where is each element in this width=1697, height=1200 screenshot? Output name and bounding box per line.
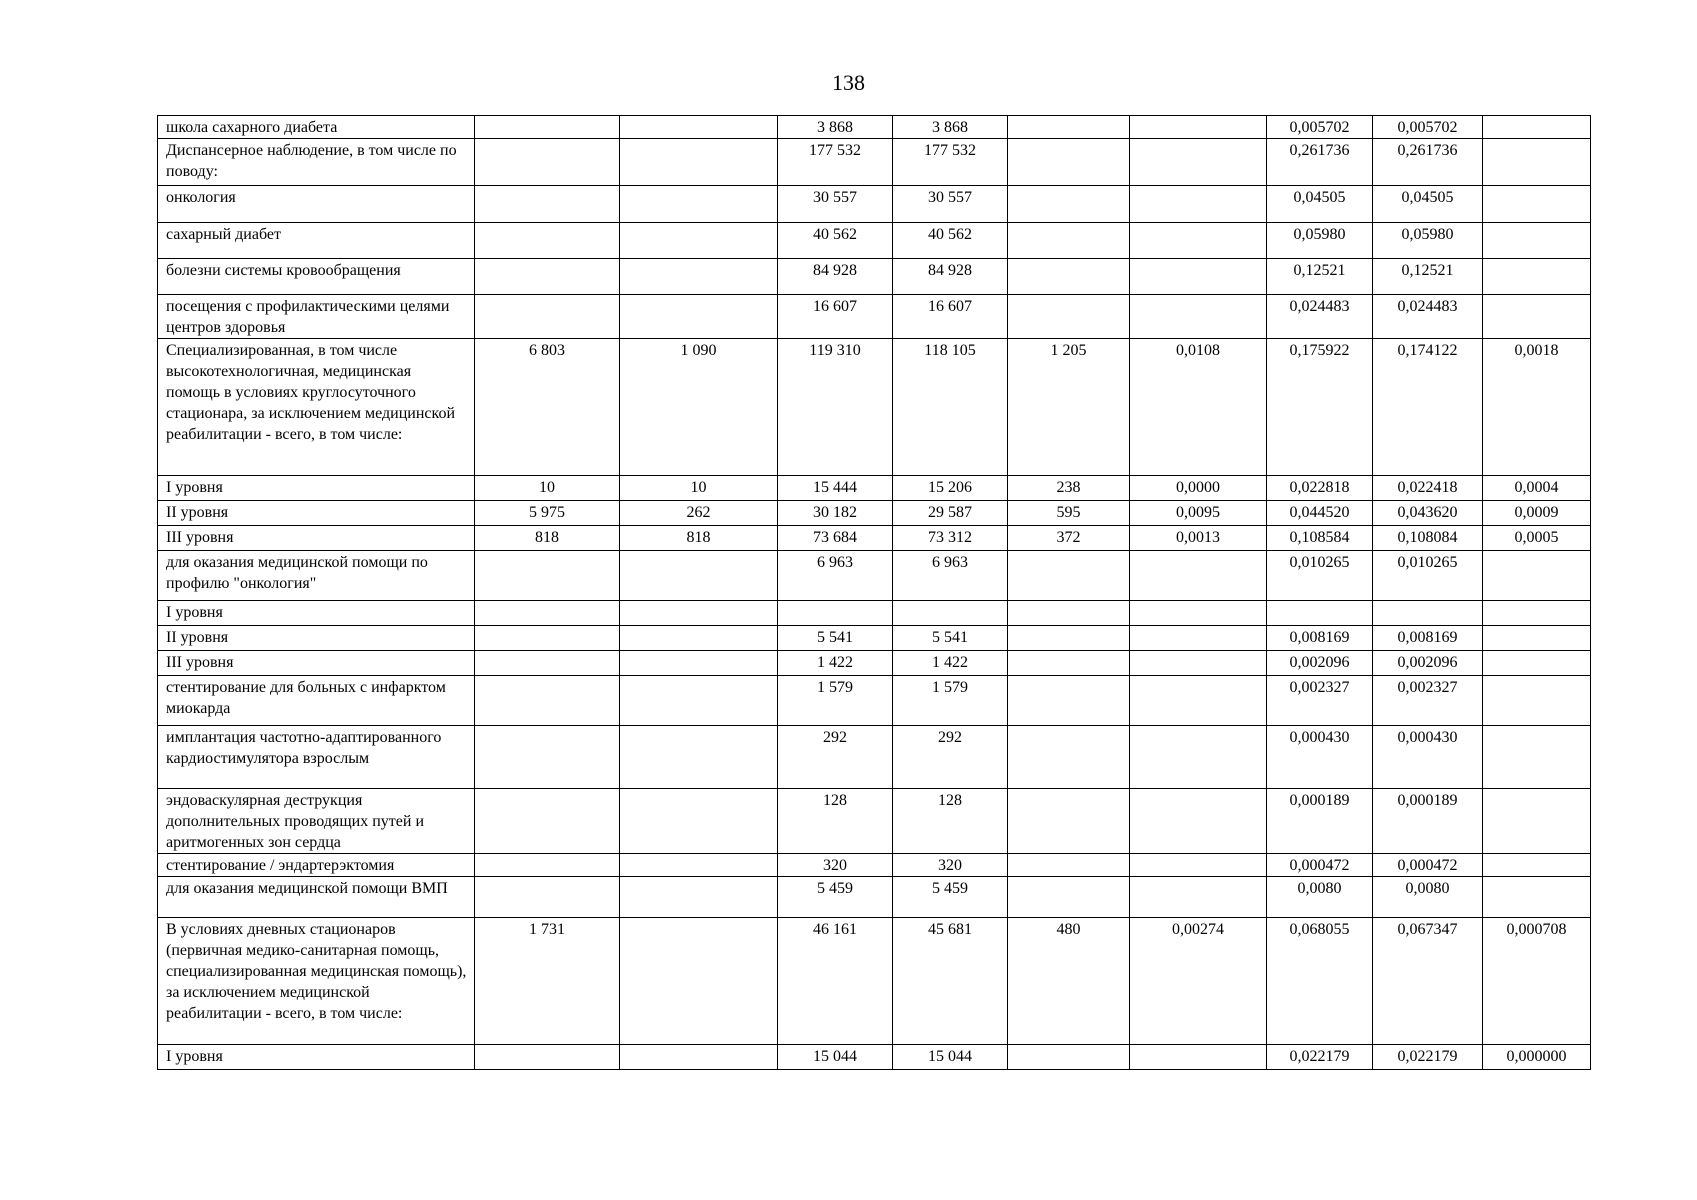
- value-cell: 15 444: [778, 476, 893, 501]
- value-cell: 0,022179: [1373, 1045, 1483, 1070]
- value-cell: [1008, 551, 1130, 601]
- value-cell: 30 557: [778, 186, 893, 223]
- value-cell: [620, 726, 778, 789]
- value-cell: [1008, 295, 1130, 339]
- value-cell: 10: [475, 476, 620, 501]
- value-cell: 0,0080: [1267, 877, 1373, 918]
- value-cell: [1130, 186, 1267, 223]
- value-cell: [1008, 877, 1130, 918]
- value-cell: 292: [893, 726, 1008, 789]
- value-cell: [475, 626, 620, 651]
- value-cell: 0,261736: [1373, 139, 1483, 186]
- value-cell: 30 182: [778, 501, 893, 526]
- value-cell: 15 044: [893, 1045, 1008, 1070]
- value-cell: [1483, 651, 1591, 676]
- value-cell: [1008, 116, 1130, 139]
- value-cell: [475, 651, 620, 676]
- row-label-cell: I уровня: [158, 476, 475, 501]
- value-cell: [1008, 223, 1130, 259]
- row-label-cell: I уровня: [158, 601, 475, 626]
- value-cell: [620, 626, 778, 651]
- value-cell: 3 868: [778, 116, 893, 139]
- value-cell: 10: [620, 476, 778, 501]
- value-cell: 1 090: [620, 339, 778, 476]
- value-cell: 0,0080: [1373, 877, 1483, 918]
- page-number: 138: [832, 70, 865, 95]
- row-label-cell: эндоваскулярная деструкция дополнительных проводящих путей и аритмогенных зон сердца: [158, 789, 475, 854]
- value-cell: 0,022179: [1267, 1045, 1373, 1070]
- value-cell: 0,022418: [1373, 476, 1483, 501]
- value-cell: 0,068055: [1267, 918, 1373, 1045]
- value-cell: 0,05980: [1267, 223, 1373, 259]
- table-row: [158, 601, 1591, 626]
- value-cell: 0,008169: [1373, 626, 1483, 651]
- value-cell: [475, 877, 620, 918]
- value-cell: [475, 295, 620, 339]
- value-cell: [1483, 295, 1591, 339]
- value-cell: 16 607: [893, 295, 1008, 339]
- value-cell: [1483, 854, 1591, 877]
- row-label-cell: стентирование / эндартерэктомия: [158, 854, 475, 877]
- value-cell: [1483, 877, 1591, 918]
- value-cell: [620, 551, 778, 601]
- value-cell: 5 541: [778, 626, 893, 651]
- value-cell: 0,12521: [1267, 259, 1373, 295]
- table-row: [158, 116, 1591, 139]
- row-label-cell: Специализированная, в том числе высокотехнологичная, медицинская помощь в условиях круглосуточного стационара, за исключением медицинской реабилитации - всего, в том числе:: [158, 339, 475, 476]
- value-cell: [620, 601, 778, 626]
- value-cell: 0,000472: [1373, 854, 1483, 877]
- value-cell: 119 310: [778, 339, 893, 476]
- row-label-cell: В условиях дневных стационаров (первичная медико-санитарная помощь, специализированная медицинская помощь), за исключением медицинской реабилитации - всего, в том числе:: [158, 918, 475, 1045]
- row-label-cell: посещения с профилактическими целями центров здоровья: [158, 295, 475, 339]
- value-cell: [1008, 139, 1130, 186]
- value-cell: 15 206: [893, 476, 1008, 501]
- value-cell: 6 803: [475, 339, 620, 476]
- value-cell: 128: [893, 789, 1008, 854]
- value-cell: 84 928: [893, 259, 1008, 295]
- value-cell: 118 105: [893, 339, 1008, 476]
- value-cell: 128: [778, 789, 893, 854]
- value-cell: 0,04505: [1267, 186, 1373, 223]
- value-cell: [1008, 651, 1130, 676]
- value-cell: [475, 186, 620, 223]
- value-cell: 0,043620: [1373, 501, 1483, 526]
- value-cell: 262: [620, 501, 778, 526]
- value-cell: [1008, 626, 1130, 651]
- row-label-cell: стентирование для больных с инфарктом миокарда: [158, 676, 475, 726]
- value-cell: 0,000189: [1373, 789, 1483, 854]
- value-cell: [1130, 139, 1267, 186]
- value-cell: 0,108084: [1373, 526, 1483, 551]
- table-row: [158, 1045, 1591, 1070]
- row-label-cell: имплантация частотно-адаптированного кардиостимулятора взрослым: [158, 726, 475, 789]
- value-cell: 0,008169: [1267, 626, 1373, 651]
- value-cell: 177 532: [778, 139, 893, 186]
- value-cell: [893, 601, 1008, 626]
- value-cell: [1483, 139, 1591, 186]
- value-cell: [1130, 854, 1267, 877]
- value-cell: 73 312: [893, 526, 1008, 551]
- value-cell: 5 459: [893, 877, 1008, 918]
- value-cell: [620, 139, 778, 186]
- value-cell: 40 562: [893, 223, 1008, 259]
- value-cell: 0,04505: [1373, 186, 1483, 223]
- value-cell: 0,005702: [1373, 116, 1483, 139]
- value-cell: 0,000708: [1483, 918, 1591, 1045]
- value-cell: 0,0095: [1130, 501, 1267, 526]
- value-cell: [1130, 1045, 1267, 1070]
- value-cell: [1130, 726, 1267, 789]
- value-cell: [1008, 259, 1130, 295]
- row-label-cell: I уровня: [158, 1045, 475, 1070]
- row-label-cell: III уровня: [158, 526, 475, 551]
- value-cell: 0,0005: [1483, 526, 1591, 551]
- value-cell: 818: [620, 526, 778, 551]
- value-cell: 0,002327: [1267, 676, 1373, 726]
- value-cell: [1373, 601, 1483, 626]
- value-cell: [620, 854, 778, 877]
- value-cell: [1130, 789, 1267, 854]
- value-cell: [475, 116, 620, 139]
- value-cell: [475, 854, 620, 877]
- table-body: [158, 116, 1591, 1070]
- value-cell: 6 963: [778, 551, 893, 601]
- value-cell: [475, 259, 620, 295]
- value-cell: 15 044: [778, 1045, 893, 1070]
- table-row: [158, 854, 1591, 877]
- table-row: [158, 295, 1591, 339]
- value-cell: 0,002327: [1373, 676, 1483, 726]
- value-cell: [1483, 551, 1591, 601]
- value-cell: [1008, 186, 1130, 223]
- value-cell: [1483, 789, 1591, 854]
- value-cell: [1483, 259, 1591, 295]
- table-row: [158, 139, 1591, 186]
- row-label-cell: для оказания медицинской помощи ВМП: [158, 877, 475, 918]
- value-cell: [1130, 877, 1267, 918]
- value-cell: 0,022818: [1267, 476, 1373, 501]
- value-cell: [1130, 601, 1267, 626]
- value-cell: [1483, 726, 1591, 789]
- value-cell: 29 587: [893, 501, 1008, 526]
- value-cell: [1008, 676, 1130, 726]
- value-cell: [1008, 789, 1130, 854]
- row-label-cell: III уровня: [158, 651, 475, 676]
- value-cell: 6 963: [893, 551, 1008, 601]
- table-row: [158, 223, 1591, 259]
- value-cell: 1 205: [1008, 339, 1130, 476]
- value-cell: [620, 259, 778, 295]
- value-cell: [620, 186, 778, 223]
- value-cell: 0,010265: [1373, 551, 1483, 601]
- row-label-cell: для оказания медицинской помощи по профилю "онкология": [158, 551, 475, 601]
- value-cell: 595: [1008, 501, 1130, 526]
- value-cell: 1 579: [893, 676, 1008, 726]
- table-row: [158, 186, 1591, 223]
- value-cell: 40 562: [778, 223, 893, 259]
- table-row: [158, 877, 1591, 918]
- value-cell: 73 684: [778, 526, 893, 551]
- value-cell: 0,000189: [1267, 789, 1373, 854]
- value-cell: [1130, 259, 1267, 295]
- row-label-cell: Диспансерное наблюдение, в том числе по поводу:: [158, 139, 475, 186]
- value-cell: [1483, 116, 1591, 139]
- value-cell: 0,067347: [1373, 918, 1483, 1045]
- table-row: [158, 676, 1591, 726]
- value-cell: [1008, 1045, 1130, 1070]
- value-cell: [1130, 651, 1267, 676]
- value-cell: 5 459: [778, 877, 893, 918]
- value-cell: 1 579: [778, 676, 893, 726]
- value-cell: [1267, 601, 1373, 626]
- value-cell: 0,0108: [1130, 339, 1267, 476]
- value-cell: [475, 726, 620, 789]
- value-cell: 0,108584: [1267, 526, 1373, 551]
- value-cell: [1008, 601, 1130, 626]
- row-label-cell: II уровня: [158, 626, 475, 651]
- table-row: [158, 626, 1591, 651]
- row-label-cell: болезни системы кровообращения: [158, 259, 475, 295]
- table-row: [158, 476, 1591, 501]
- value-cell: 3 868: [893, 116, 1008, 139]
- value-cell: 30 557: [893, 186, 1008, 223]
- value-cell: 0,024483: [1373, 295, 1483, 339]
- value-cell: 292: [778, 726, 893, 789]
- value-cell: [620, 877, 778, 918]
- value-cell: 46 161: [778, 918, 893, 1045]
- value-cell: 372: [1008, 526, 1130, 551]
- value-cell: [475, 223, 620, 259]
- value-cell: 0,000430: [1373, 726, 1483, 789]
- table-row: [158, 551, 1591, 601]
- value-cell: [1483, 676, 1591, 726]
- value-cell: [475, 139, 620, 186]
- value-cell: [1483, 601, 1591, 626]
- value-cell: 0,000000: [1483, 1045, 1591, 1070]
- table-row: [158, 651, 1591, 676]
- row-label-cell: онкология: [158, 186, 475, 223]
- table-row: [158, 726, 1591, 789]
- value-cell: [475, 551, 620, 601]
- value-cell: [620, 651, 778, 676]
- table-row: [158, 918, 1591, 1045]
- value-cell: 0,010265: [1267, 551, 1373, 601]
- value-cell: 0,005702: [1267, 116, 1373, 139]
- value-cell: [620, 223, 778, 259]
- table-row: [158, 339, 1591, 476]
- value-cell: [620, 1045, 778, 1070]
- value-cell: [620, 918, 778, 1045]
- value-cell: 0,12521: [1373, 259, 1483, 295]
- value-cell: [1008, 726, 1130, 789]
- value-cell: 0,002096: [1373, 651, 1483, 676]
- value-cell: 818: [475, 526, 620, 551]
- value-cell: [620, 295, 778, 339]
- value-cell: 0,00274: [1130, 918, 1267, 1045]
- table-row: [158, 259, 1591, 295]
- value-cell: 1 731: [475, 918, 620, 1045]
- value-cell: [1130, 626, 1267, 651]
- value-cell: [475, 1045, 620, 1070]
- value-cell: [1130, 551, 1267, 601]
- value-cell: [475, 601, 620, 626]
- value-cell: 16 607: [778, 295, 893, 339]
- table-row: [158, 789, 1591, 854]
- value-cell: 0,002096: [1267, 651, 1373, 676]
- table-row: [158, 526, 1591, 551]
- value-cell: 0,175922: [1267, 339, 1373, 476]
- value-cell: 177 532: [893, 139, 1008, 186]
- value-cell: [1130, 676, 1267, 726]
- value-cell: 0,0013: [1130, 526, 1267, 551]
- value-cell: [1483, 626, 1591, 651]
- value-cell: 0,174122: [1373, 339, 1483, 476]
- value-cell: 0,261736: [1267, 139, 1373, 186]
- value-cell: [475, 676, 620, 726]
- row-label-cell: школа сахарного диабета: [158, 116, 475, 139]
- value-cell: [1483, 186, 1591, 223]
- value-cell: 45 681: [893, 918, 1008, 1045]
- value-cell: 84 928: [778, 259, 893, 295]
- value-cell: 0,044520: [1267, 501, 1373, 526]
- table-row: [158, 501, 1591, 526]
- value-cell: [1130, 223, 1267, 259]
- value-cell: 5 541: [893, 626, 1008, 651]
- data-table: [157, 115, 1591, 1070]
- value-cell: [1008, 854, 1130, 877]
- value-cell: [1130, 295, 1267, 339]
- value-cell: 0,000472: [1267, 854, 1373, 877]
- value-cell: 1 422: [778, 651, 893, 676]
- value-cell: 5 975: [475, 501, 620, 526]
- value-cell: 0,0009: [1483, 501, 1591, 526]
- value-cell: [620, 789, 778, 854]
- value-cell: 0,0004: [1483, 476, 1591, 501]
- value-cell: [1130, 116, 1267, 139]
- value-cell: 0,05980: [1373, 223, 1483, 259]
- value-cell: 0,024483: [1267, 295, 1373, 339]
- value-cell: [620, 676, 778, 726]
- value-cell: 1 422: [893, 651, 1008, 676]
- value-cell: 320: [893, 854, 1008, 877]
- value-cell: [778, 601, 893, 626]
- value-cell: [620, 116, 778, 139]
- value-cell: [1483, 223, 1591, 259]
- row-label-cell: II уровня: [158, 501, 475, 526]
- value-cell: 320: [778, 854, 893, 877]
- row-label-cell: сахарный диабет: [158, 223, 475, 259]
- value-cell: 0,000430: [1267, 726, 1373, 789]
- value-cell: 0,0018: [1483, 339, 1591, 476]
- value-cell: 480: [1008, 918, 1130, 1045]
- value-cell: 0,0000: [1130, 476, 1267, 501]
- value-cell: [475, 789, 620, 854]
- value-cell: 238: [1008, 476, 1130, 501]
